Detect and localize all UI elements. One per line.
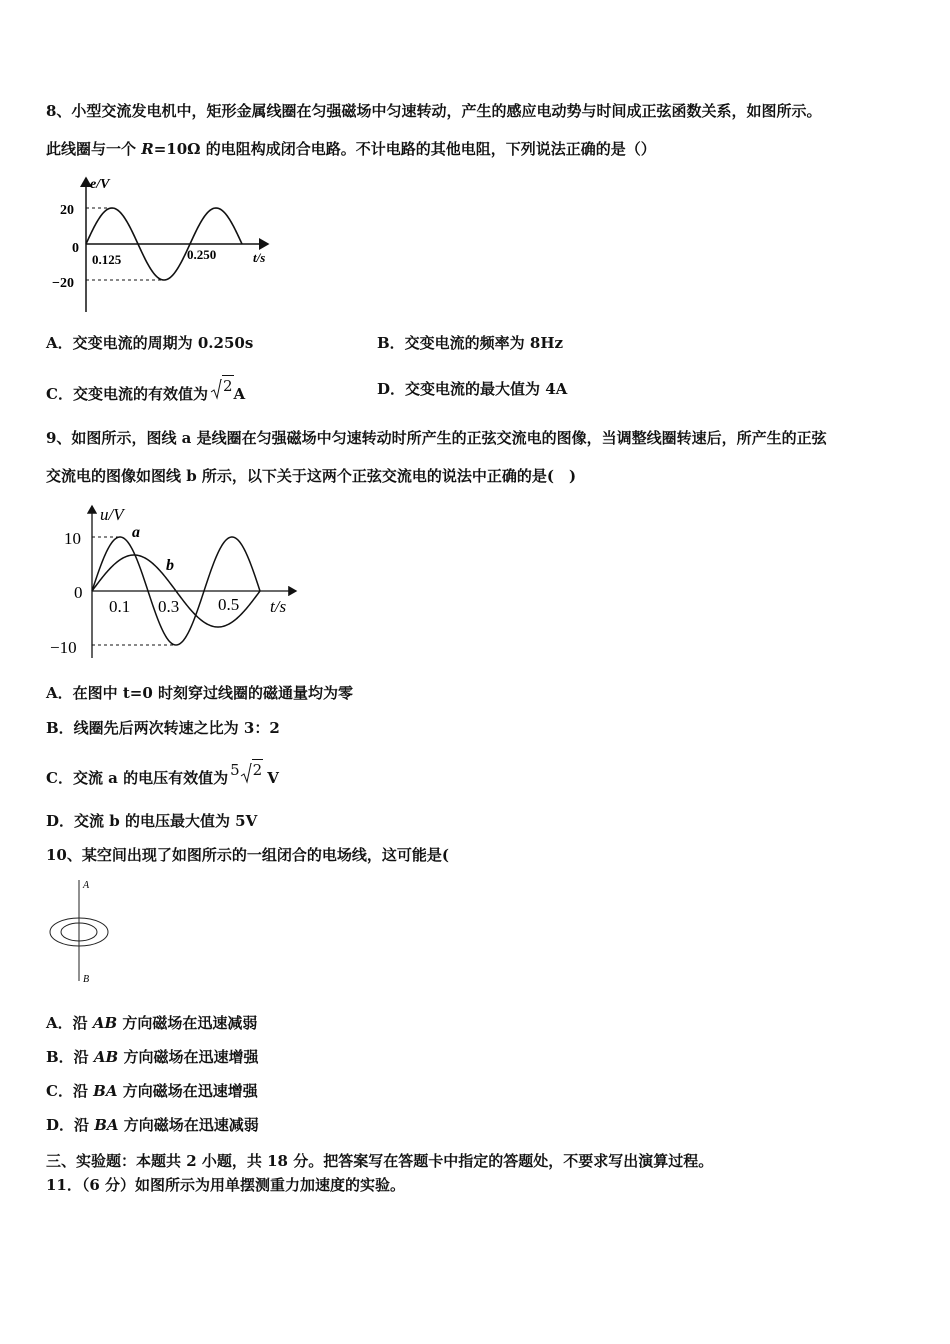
q9-tick-05: 0.5: [218, 595, 240, 614]
q8-stem-line2-post: =10Ω 的电阻构成闭合电路。不计电路的其他电阻，下列说法正确的是（）: [153, 140, 656, 158]
q8-option-a: A．交变电流的周期为 0.250s: [46, 334, 254, 352]
q8-tick-0: 0: [72, 241, 79, 256]
q9-x-label: t/s: [270, 597, 287, 616]
q9-sqrt-value: 2: [252, 761, 263, 779]
q10-stem: 10、某空间出现了如图所示的一组闭合的电场线，这可能是(: [46, 846, 449, 864]
q9-tick-03: 0.3: [158, 597, 180, 616]
q10-label-a: A: [83, 880, 90, 891]
q9-sqrt-sign: [240, 763, 252, 785]
q8-x-label: t/s: [253, 250, 266, 265]
q10-option-d-post: 方向磁场在迅速减弱: [118, 1116, 259, 1134]
q9-curve-a-label: a: [132, 524, 140, 541]
q10-option-a-post: 方向磁场在迅速减弱: [117, 1014, 258, 1032]
q8-stem-line2: [46, 139, 656, 159]
q8-option-c-pre: C．交变电流的有效值为: [46, 385, 208, 403]
q10-option-c-var: BA: [93, 1082, 118, 1100]
q10-option-b-pre: B．沿: [46, 1048, 94, 1066]
q10-option-a-pre: A．沿: [46, 1014, 93, 1032]
q10-option-d-pre: D．沿: [46, 1116, 95, 1134]
q9-stem-line1: 9、如图所示，图线 a 是线圈在匀强磁场中匀速转动时所产生的正弦交流电的图像，当调整线圈转速后，所产生的正弦: [46, 429, 827, 447]
q10-label-b: B: [83, 974, 90, 985]
q8-option-d: D．交变电流的最大值为 4A: [377, 380, 568, 398]
q10-option-b: [46, 1047, 258, 1067]
q9-curve-b-label: b: [166, 557, 174, 574]
q10-option-a-var: AB: [92, 1014, 118, 1032]
q10-option-c-post: 方向磁场在迅速增强: [117, 1082, 258, 1100]
q8-option-c-post: A: [233, 385, 246, 403]
q8-option-c: [46, 379, 245, 404]
q10-option-d: [46, 1115, 259, 1135]
q9-option-c: [46, 763, 279, 788]
q8-stem-line1: 8、小型交流发电机中，矩形金属线圈在匀强磁场中匀速转动，产生的感应电动势与时间成正弦函数关系，如图所示。: [46, 102, 822, 120]
q8-emf-graph: [50, 172, 280, 317]
q9-voltage-graph: [48, 500, 308, 662]
q10-option-b-post: 方向磁场在迅速增强: [118, 1048, 259, 1066]
q9-tick-10: 10: [64, 529, 81, 548]
q9-tick-01: 0.1: [109, 597, 131, 616]
q9-stem-line2: 交流电的图像如图线 b 所示，以下关于这两个正弦交流电的说法中正确的是( ): [46, 467, 577, 485]
q10-field-diagram: [46, 876, 116, 988]
q9-option-b: B．线圈先后两次转速之比为 3：2: [46, 719, 280, 737]
q8-tick-neg20: −20: [52, 276, 74, 291]
q8-y-label: e/V: [90, 177, 110, 192]
q8-stem-line2-pre: 此线圈与一个: [46, 140, 142, 158]
q8-tick-0250: 0.250: [187, 247, 217, 262]
q9-tick-0: 0: [74, 583, 83, 602]
q8-tick-20: 20: [60, 203, 74, 218]
q8-tick-0125: 0.125: [92, 252, 122, 267]
q10-option-c: [46, 1081, 258, 1101]
q9-option-c-pre: C．交流 a 的电压有效值为: [46, 769, 229, 787]
q9-option-c-post: V: [267, 769, 279, 787]
q10-option-d-var: BA: [94, 1116, 119, 1134]
q11-stem: 11．（6 分）如图所示为用单摆测重力加速度的实验。: [46, 1176, 406, 1194]
q10-option-c-pre: C．沿: [46, 1082, 94, 1100]
q10-option-b-var: AB: [93, 1048, 119, 1066]
q9-tick-neg10: −10: [50, 638, 77, 657]
q9-y-label: u/V: [100, 505, 124, 524]
q8-sqrt-value: 2: [222, 377, 233, 395]
q9-sqrt-coef: 5: [230, 761, 240, 779]
q8-sqrt-sign: [210, 379, 222, 401]
q8-option-b: B．交变电流的频率为 8Hz: [377, 334, 564, 352]
q9-option-d: D．交流 b 的电压最大值为 5V: [46, 812, 258, 830]
section-3-heading: 三、实验题：本题共 2 小题，共 18 分。把答案写在答题卡中指定的答题处，不要求写出演算过程。: [46, 1152, 714, 1170]
q10-option-a: [46, 1013, 257, 1033]
q9-option-a: A．在图中 t=0 时刻穿过线圈的磁通量均为零: [46, 684, 354, 702]
q8-resistor-symbol: R: [141, 140, 154, 158]
